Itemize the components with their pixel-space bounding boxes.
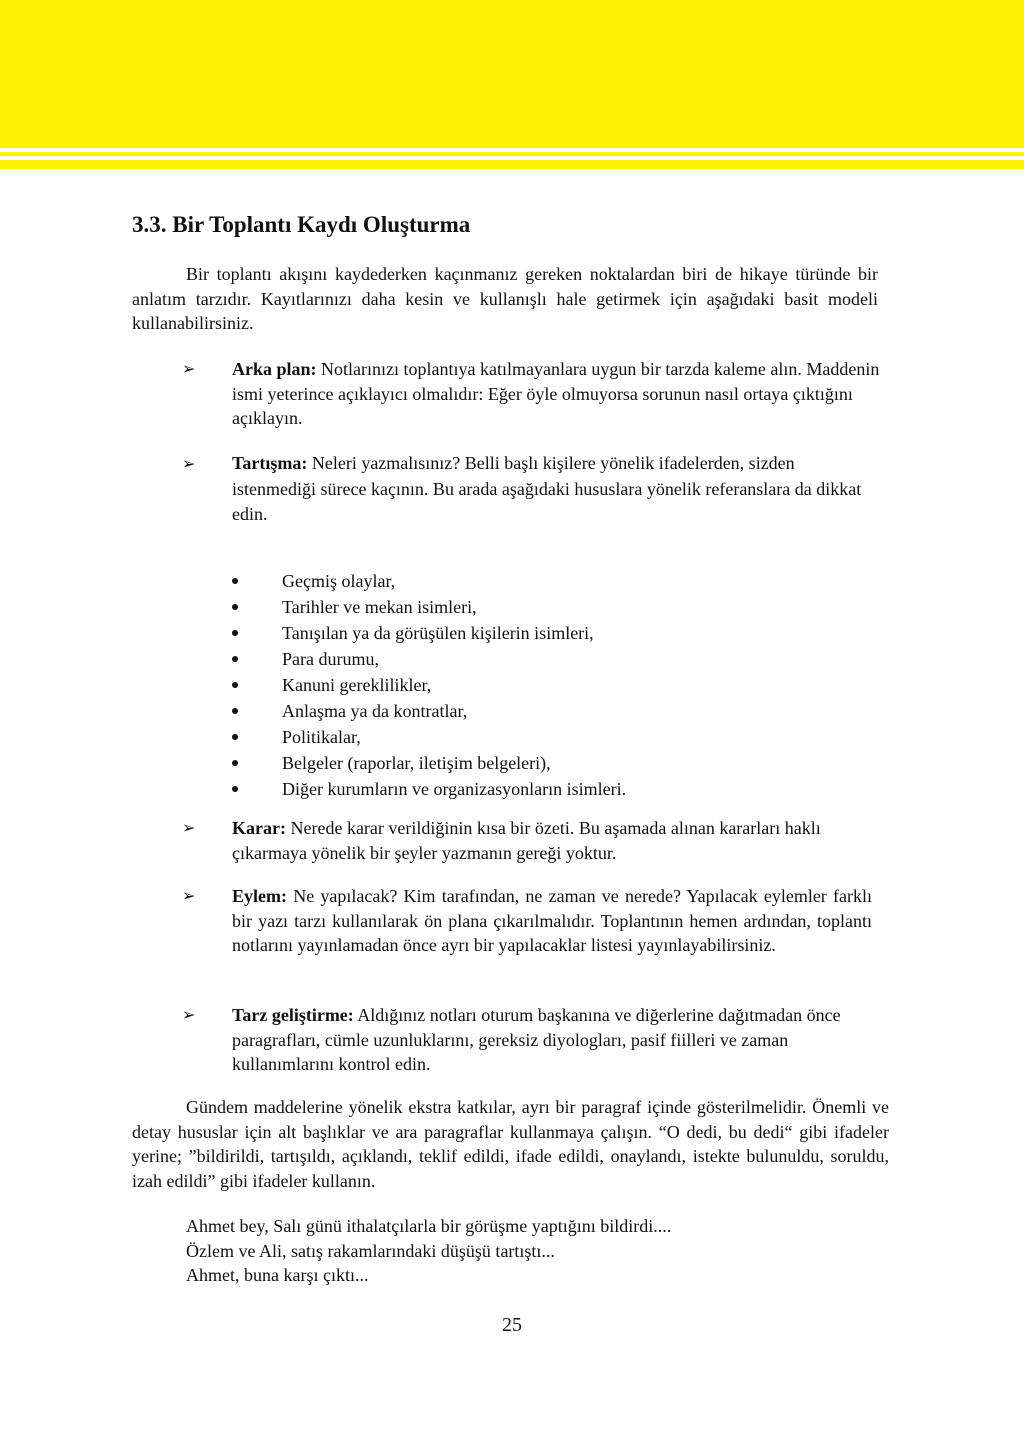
intro-paragraph: Bir toplantı akışını kaydederken kaçınmanız gereken noktalardan biri de hikaye türünde bir anlatım tarzıdır. Kayıtlarınızı daha kesin ve kullanışlı hale getirmek için aşağıdaki basit modeli kullanabilirsiniz. [132,264,878,333]
item-text [232,1003,882,1077]
list-item: Tarihler ve mekan isimleri, [232,595,626,621]
item-text [232,816,882,865]
section-heading: 3.3. Bir Toplantı Kaydı Oluşturma [132,212,471,237]
item-label: Karar: [232,818,286,838]
page-number: 25 [502,1314,522,1336]
item-text [232,451,882,528]
arrow-bullet-icon: ➢ [182,359,196,378]
bullet-dot-icon [232,656,238,662]
arrow-bullet-icon: ➢ [182,818,196,837]
bullet-dot-icon [232,604,238,610]
item-body: Neleri yazmalısınız? Belli başlı kişilere yönelik ifadelerden, sizden istenmediği sürece kaçının. Bu arada aşağıdaki hususlara yönelik referanslara da dikkat edin. [232,453,862,524]
topics-list [232,569,626,803]
list-item: Para durumu, [232,647,626,673]
bullet-dot-icon [232,708,238,714]
list-item: Politikalar, [232,725,626,751]
list-item-decision [182,816,882,865]
header-yellow-band [0,0,1024,148]
example-sentences [186,1214,671,1288]
list-item-background [182,357,882,431]
item-text [232,884,872,958]
example-line: Özlem ve Ali, satış rakamlarındaki düşüşü tartıştı... [186,1240,555,1261]
item-body: Nerede karar verildiğinin kısa bir özeti. Bu aşamada alınan kararları haklı çıkarmaya yönelik bir şeyler yazmanın gereği yoktur. [232,818,821,863]
item-label: Arka plan: [232,359,317,379]
list-item: Kanuni gereklilikler, [232,673,626,699]
bullet-dot-icon [232,682,238,688]
item-label: Tartışma: [232,453,308,473]
bullet-dot-icon [232,578,238,584]
list-item: Diğer kurumların ve organizasyonların isimleri. [232,777,626,803]
item-text [232,357,882,431]
list-item-discussion [182,451,882,528]
bullet-dot-icon [232,760,238,766]
header-stripe [0,152,1024,156]
list-item: Geçmiş olaylar, [232,569,626,595]
arrow-bullet-icon: ➢ [182,1005,196,1024]
header-stripe [0,160,1024,169]
item-body: Aldığınız notları oturum başkanına ve diğerlerine dağıtmadan önce paragrafları, cümle uzunluklarını, gereksiz diyologları, pasif fiilleri ve zaman kullanımlarını kontrol edin. [232,1005,841,1074]
item-label: Eylem: [232,886,287,906]
example-line: Ahmet bey, Salı günü ithalatçılarla bir görüşme yaptığını bildirdi.... [186,1216,672,1236]
arrow-bullet-icon: ➢ [182,454,196,473]
list-item-style [182,1003,882,1077]
list-item: Tanışılan ya da görüşülen kişilerin isimleri, [232,621,626,647]
list-item: Belgeler (raporlar, iletişim belgeleri), [232,751,626,777]
arrow-bullet-icon: ➢ [182,886,196,905]
list-item-action [182,884,882,958]
bullet-dot-icon [232,734,238,740]
item-label: Tarz geliştirme: [232,1005,354,1025]
list-item: Anlaşma ya da kontratlar, [232,699,626,725]
closing-paragraph: Gündem maddelerine yönelik ekstra katkılar, ayrı bir paragraf içinde gösterilmelidir. Önemli ve detay hususlar için alt başlıklar ve ara paragraflar kullanmaya çalışın. “O dedi, bu dedi“ gibi ifadeler yerine; ”bildirildi, tartışıldı, açıklandı, teklif edildi, ifade edildi, onaylandı, istekte bulunuldu, soruldu, izah edildi” gibi ifadeler kullanın. [132,1097,889,1191]
example-line: Ahmet, buna karşı çıktı... [186,1265,369,1285]
bullet-dot-icon [232,786,238,792]
item-body: Ne yapılacak? Kim tarafından, ne zaman ve nerede? Yapılacak eylemler farklı bir yazı tarzı kullanılarak ön plana çıkarılmalıdır. Toplantının hemen ardından, toplantı notlarını yayınlamadan önce ayrı bir yapılacaklar listesi yayınlayabilirsiniz. [232,886,872,955]
item-body: Notlarınızı toplantıya katılmayanlara uygun bir tarzda kaleme alın. Maddenin ismi yeterince açıklayıcı olmalıdır: Eğer öyle olmuyorsa sorunun nasıl ortaya çıktığını açıklayın. [232,359,880,428]
bullet-dot-icon [232,630,238,636]
